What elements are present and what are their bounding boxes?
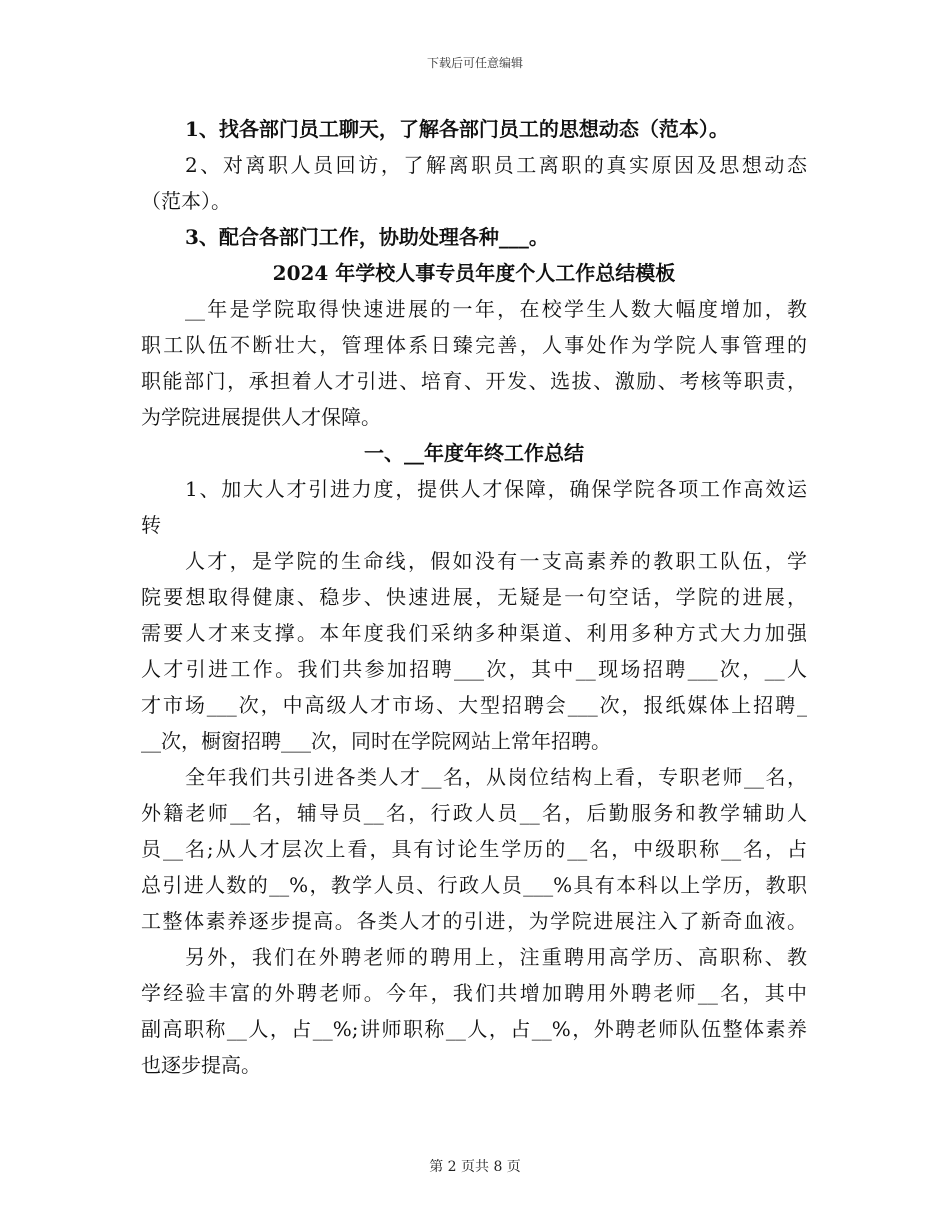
paragraph-line: __次，橱窗招聘___次，同时在学院网站上常年招聘。 [141,729,611,753]
paragraph-line: 总引进人数的__%，教学人员、行政人员___%具有本科以上学历，教职 [141,873,807,897]
intro-paragraph-line: __年是学院取得快速进展的一年，在校学生人数大幅度增加，教 [185,297,807,321]
intro-paragraph-line: 为学院进展提供人才保障。 [141,405,381,429]
paragraph-line: 也逐步提高。 [141,1053,261,1077]
paragraph-line: 外籍老师__名，辅导员__名，行政人员__名，后勤服务和教学辅助人 [141,801,807,825]
paragraph-line: 工整体素养逐步提高。各类人才的引进，为学院进展注入了新奇血液。 [141,909,807,933]
paragraph-line: 副高职称__人，占__%;讲师职称__人，占__%，外聘老师队伍整体素养 [141,1017,807,1041]
page-header: 下载后可任意编辑 [426,56,523,70]
paragraph-line: 学经验丰富的外聘老师。今年，我们共增加聘用外聘老师__名，其中 [141,981,807,1005]
list-item-2: 2、对离职人员回访，了解离职员工离职的真实原因及思想动态 [185,153,807,177]
document-body [141,111,807,1083]
paragraph-line: 需要人才来支撑。本年度我们采纳多种渠道、利用多种方式大力加强 [141,621,807,645]
paragraph-line: 才市场___次，中高级人才市场、大型招聘会___次，报纸媒体上招聘_ [141,693,807,717]
paragraph-line: 另外，我们在外聘老师的聘用上，注重聘用高学历、高职称、教 [185,945,807,969]
document-title: 2024 年学校人事专员年度个人工作总结模板 [272,261,676,285]
page-footer: 第 2 页共 8 页 [429,1159,521,1175]
intro-paragraph-line: 职工队伍不断壮大，管理体系日臻完善，人事处作为学院人事管理的 [141,333,807,357]
paragraph-line: 人才引进工作。我们共参加招聘___次，其中__现场招聘___次，__人 [141,657,807,681]
paragraph-line: 全年我们共引进各类人才__名，从岗位结构上看，专职老师__名， [185,765,807,789]
paragraph-line: 员__名;从人才层次上看，具有讨论生学历的__名，中级职称__名，占 [141,837,807,861]
subsection-heading-continued: 转 [141,513,161,537]
paragraph-line: 人才，是学院的生命线，假如没有一支高素养的教职工队伍，学 [185,549,807,573]
subsection-heading: 1、加大人才引进力度，提供人才保障，确保学院各项工作高效运 [185,477,807,501]
list-item-2-continued: （范本）。 [141,189,231,213]
list-item-3: 3、配合各部门工作，协助处理各种___。 [185,225,549,249]
section-heading: 一、__年度年终工作总结 [364,441,584,465]
intro-paragraph-line: 职能部门，承担着人才引进、培育、开发、选拔、激励、考核等职责， [141,369,807,393]
list-item-1: 1、找各部门员工聊天，了解各部门员工的思想动态（范本）。 [185,117,729,141]
paragraph-line: 院要想取得健康、稳步、快速进展，无疑是一句空话，学院的进展， [141,585,807,609]
